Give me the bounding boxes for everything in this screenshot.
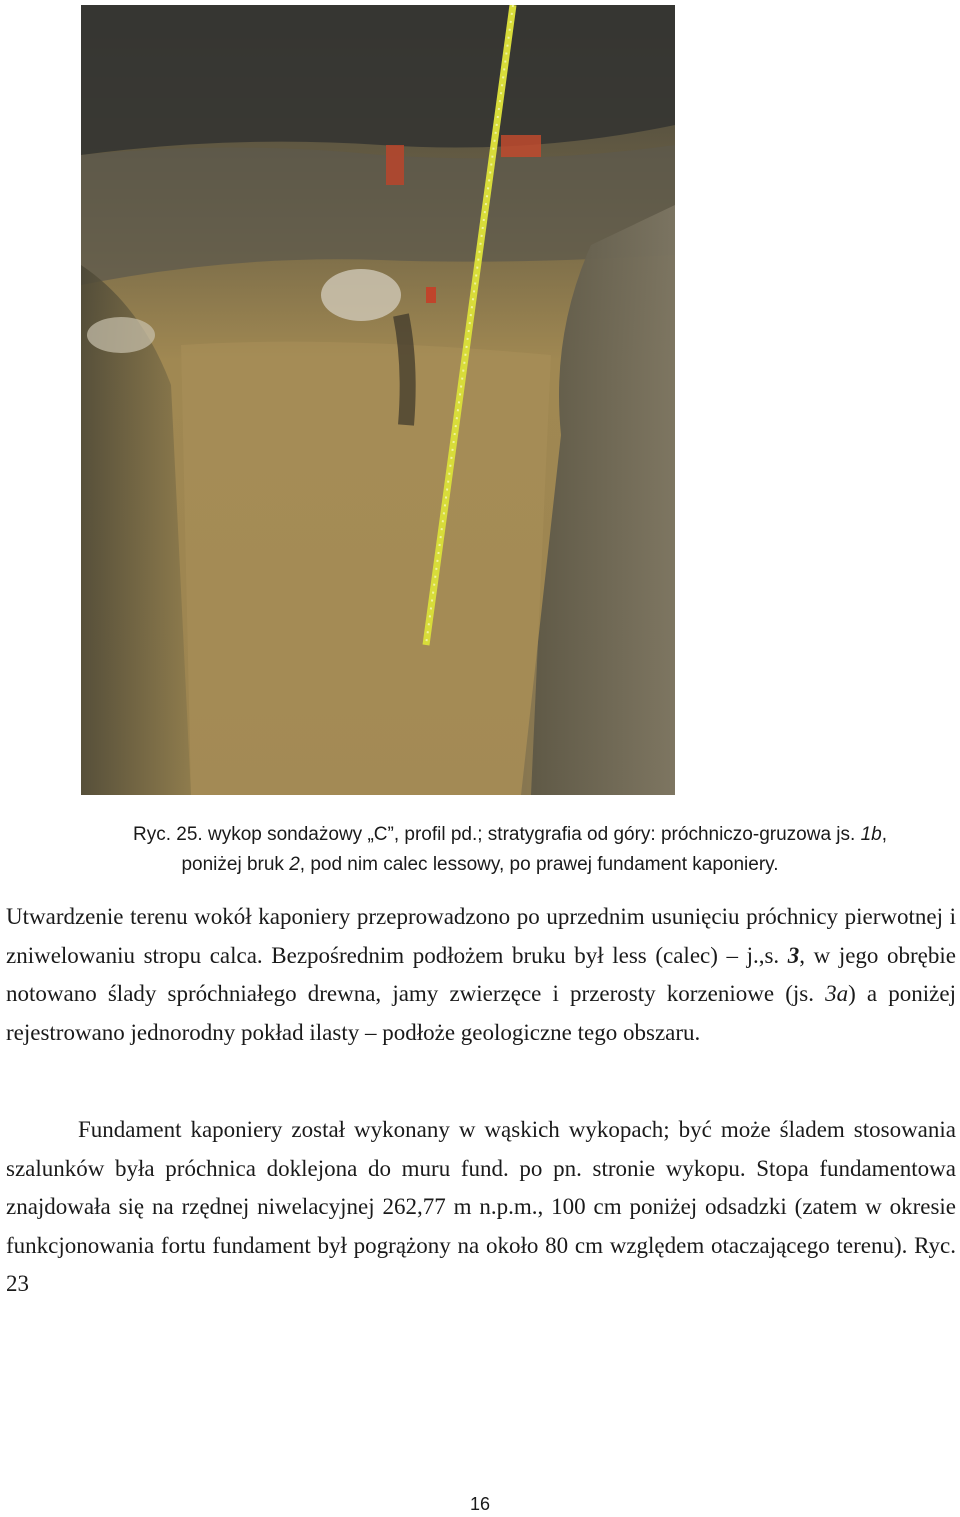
caption-line2 [20, 850, 940, 880]
caption-line2-pre: poniżej bruk [181, 854, 290, 875]
caption-line1-post: , [881, 824, 887, 845]
caption-layer-1b: 1b [860, 824, 882, 845]
p1-part3: ) a poniżej rejestrowano jednorodny pokład ilasty – podłoże geologiczne tego obszaru. [6, 981, 956, 1045]
p1-part1: Utwardzenie terenu wokół kaponiery przeprowadzono po uprzednim usunięciu próchnicy pierwotnej i zniwelowaniu stropu calca. Bezpośrednim podłożem bruku był less (calec) – j.,s. [6, 904, 956, 968]
excavation-photo [81, 5, 675, 795]
page-number: 16 [469, 1494, 491, 1514]
p1-part2: , w jego obrębie notowano ślady spróchniałego drewna, jamy zwierzęce i przerosty korzeniowe (js. [6, 942, 956, 1006]
paragraph-1 [6, 898, 956, 1052]
caption-line2-post: , pod nim calec lessowy, po prawej fundament kaponiery. [299, 854, 779, 875]
p1-layer-3: 3 [787, 942, 800, 968]
paragraph-2: Fundament kaponiery został wykonany w wąskich wykopach; być może śladem stosowania szalunków była próchnica doklejona do muru fund. po pn. stronie wykopu. Stopa fundamentowa znajdowała się na rzędnej niwelacyjnej 262,77 m n.p.m., 100 cm poniżej odsadzki (zatem w okresie funkcjonowania fortu fundament był pogrążony na około 80 cm względem otaczającego terenu). Ryc. 23 [6, 1117, 956, 1296]
figure-caption [80, 820, 940, 880]
caption-layer-2: 2 [289, 854, 300, 875]
p1-layer-3a: 3a [825, 981, 849, 1006]
caption-line1-pre: Ryc. 25. wykop sondażowy „C”, profil pd.; stratygrafia od góry: próchniczo-gruzowa js. [133, 824, 861, 845]
